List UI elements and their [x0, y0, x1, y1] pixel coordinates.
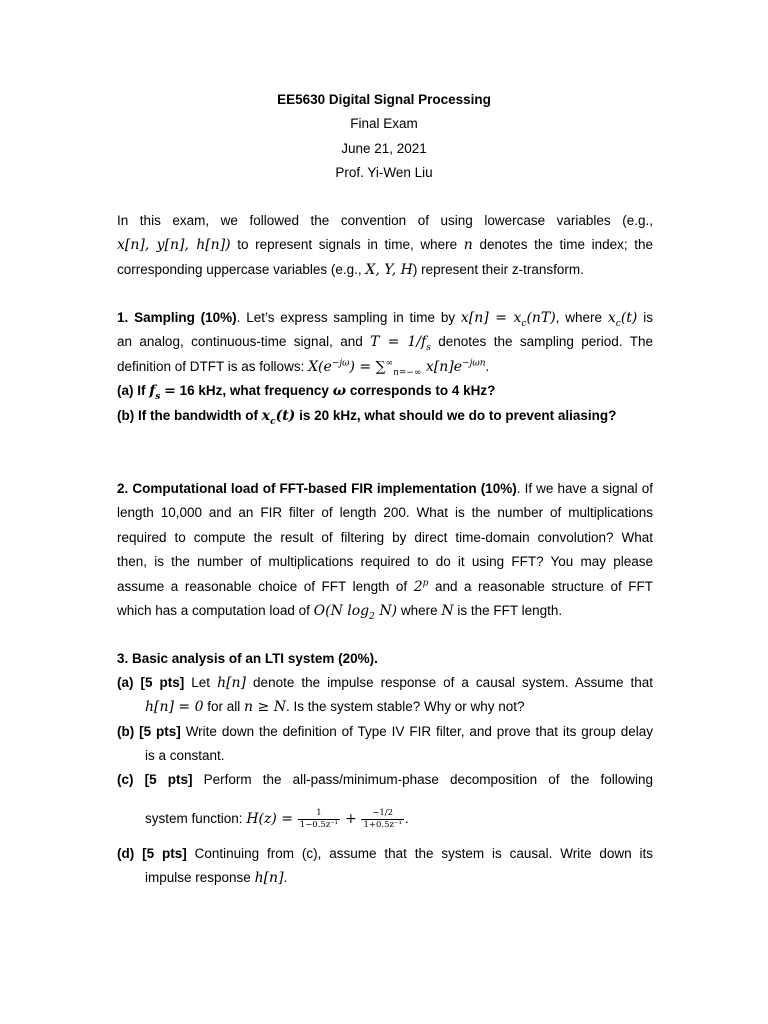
q3-title: 3. Basic analysis of an LTI system (20%).	[117, 651, 378, 666]
q1-title: 1. Sampling (10%)	[117, 310, 237, 325]
question-3	[117, 647, 653, 671]
fraction-2: $\frac{-1/2}{\text{1+0.5z⁻¹}}$	[363, 807, 402, 830]
exam-date: June 21, 2021	[341, 141, 427, 156]
q1-line-1: 1. Sampling (10%). Let’s express sampling in time by $x[n] = x_c(nT)$, where $x_c(t)$ is	[117, 310, 653, 329]
q1-part-a: (a) If $f_s = 16$ kHz, what frequency ω corresponds to 4 kHz?	[117, 383, 496, 402]
course-title: EE5630 Digital Signal Processing	[277, 92, 491, 107]
q3-part-c-formula: system function: H(z) = $\frac{1}{\text{1−0.5z⁻¹}}$ + $\frac{-1/2}{\text{1+0.5z⁻¹}}$ .	[145, 807, 409, 830]
q3-part-c: (c) [5 pts] Perform the all-pass/minimum-phase decomposition of the following	[117, 772, 653, 787]
fraction-1: $\frac{1}{\text{1−0.5z⁻¹}}$	[299, 807, 339, 830]
q3-part-d: (d) [5 pts] Continuing from (c), assume that the system is causal. Write down its impulse response h[n].	[117, 846, 653, 887]
exam-title: Final Exam	[350, 116, 418, 131]
q1-line-3: definition of DTFT is as follows: $X(e^{-j\omega}) = \sum^\infty_{n=-\infty}$ $x[n]e^{-j\omega n}$.	[117, 358, 490, 378]
question-1	[117, 306, 653, 428]
intro-line-1: In this exam, we followed the convention of using lowercase variables (e.g.,	[117, 213, 653, 228]
intro-line-2: x[n], y[n], h[n]) to represent signals in time, where n denotes the time index; the	[117, 237, 654, 254]
q2-line-6: which has a computation load of O(N $\log_2 N$) where N is the FFT length.	[117, 602, 563, 622]
q2-line-3: required to compute the result of filtering by direct time-domain convolution? What	[117, 529, 653, 545]
q1-line-2: an analog, continuous-time signal, and $T = 1/f_s$ denotes the sampling period. The	[117, 334, 653, 354]
q2-line-1: 2. Computational load of FFT-based FIR implementation (10%). If we have a signal of	[117, 481, 654, 496]
q2-line-2: length 10,000 and an FIR filter of length 200. What is the number of multiplications	[117, 505, 653, 521]
intro-line-3: corresponding uppercase variables (e.g., X, Y, H) represent their z-transform.	[117, 261, 584, 278]
q2-line-5: assume a reasonable choice of FFT length of 2$^p$ and a reasonable structure of FFT	[117, 577, 653, 595]
intro-paragraph	[117, 209, 653, 282]
q3-part-a: (a) [5 pts] Let h[n] denote the impulse response of a causal system. Assume that h[n] = 0 for all n ≥ N. Is the system stable? Why or why not?	[117, 675, 653, 716]
q1-part-b: (b) If the bandwidth of $x_c(t)$ is 20 kHz, what should we do to prevent aliasing?	[117, 407, 617, 427]
question-2	[117, 477, 653, 623]
q2-line-4: then, is the number of multiplications required to do it using FFT? You may please	[117, 554, 653, 570]
q3-part-b: (b) [5 pts] Write down the definition of Type IV FIR filter, and prove that its group delay is a constant.	[117, 724, 653, 764]
professor-name: Prof. Yi-Wen Liu	[335, 165, 433, 180]
q2-title: 2. Computational load of FFT-based FIR implementation (10%)	[117, 481, 517, 496]
